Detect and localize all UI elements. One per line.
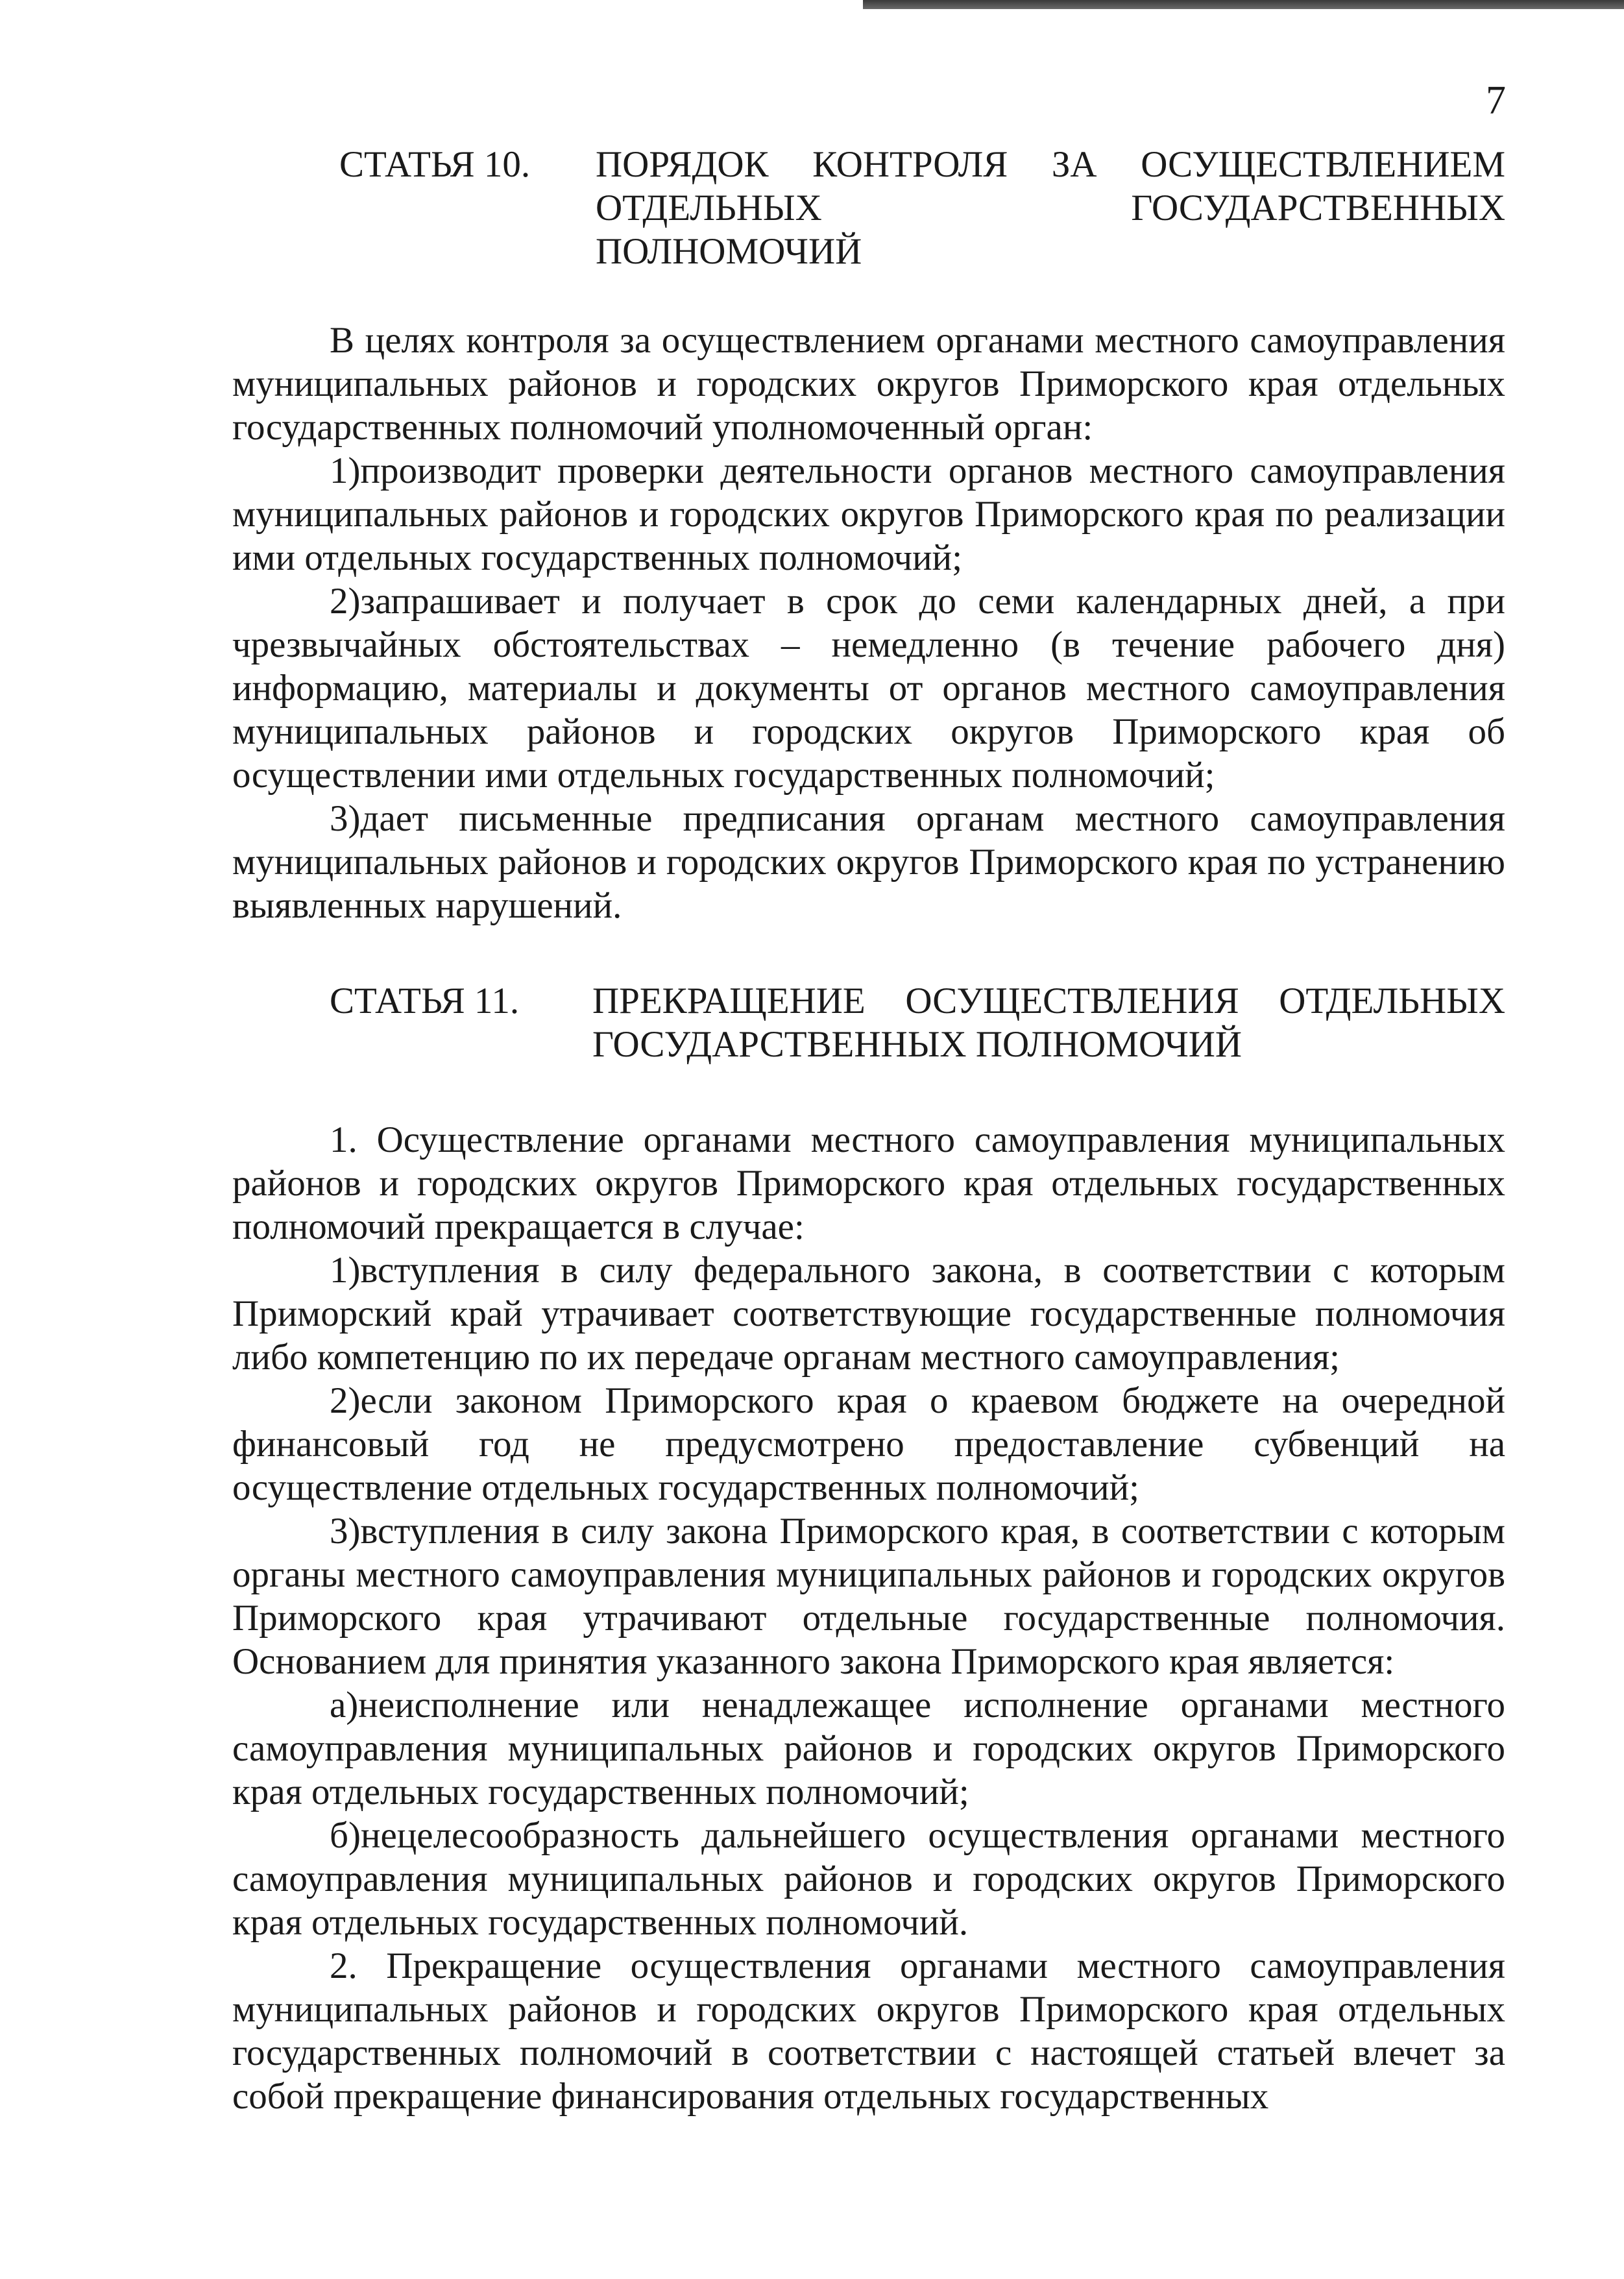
article-11-title [592, 979, 1505, 1066]
document-page [232, 143, 1505, 2118]
article-10-paragraph-intro: В целях контроля за осуществлением органами местного самоуправления муниципальных районов и городских округов Приморского края отдельных государственных полномочий уполномоченный орган: [232, 320, 1505, 448]
article-10-title-line-2: ОТДЕЛЬНЫХ ГОСУДАРСТВЕННЫХ [596, 188, 1505, 228]
article-10-body [232, 319, 1505, 927]
article-11-body [232, 1118, 1505, 2118]
article-11-subitem-a: а)неисполнение или ненадлежащее исполнение органами местного самоуправления муниципальных районов и городских округов Приморского края отдельных государственных полномочий; [232, 1685, 1505, 1812]
article-11-item-1: 1)вступления в силу федерального закона, в соответствии с которым Приморский край утрачивает соответствующие государственные полномочия либо компетенцию по их передаче органам местного самоуправления; [232, 1250, 1505, 1378]
article-11-title-line-1: ПРЕКРАЩЕНИЕ ОСУЩЕСТВЛЕНИЯ ОТДЕЛЬНЫХ [592, 981, 1505, 1021]
article-11-number: СТАТЬЯ 11. [330, 981, 520, 1021]
article-10-item-1: 1)производит проверки деятельности органов местного самоуправления муниципальных районов и городских округов Приморского края по реализации ими отдельных государственных полномочий; [232, 450, 1505, 578]
article-10-title [596, 143, 1505, 273]
article-10-item-2: 2)запрашивает и получает в срок до семи календарных дней, а при чрезвычайных обстоятельствах – немедленно (в течение рабочего дня) информацию, материалы и документы от органов местного самоуправления муниципальных районов и городских округов Приморского края об осуществлении ими отдельных государственных полномочий; [232, 581, 1505, 796]
article-10-item-3: 3)дает письменные предписания органам местного самоуправления муниципальных районов и городских округов Приморского края по устранению выявленных нарушений. [232, 798, 1505, 926]
scan-top-edge [863, 0, 1624, 9]
article-10-title-line-3: ПОЛНОМОЧИЙ [596, 231, 862, 272]
article-10-title-line-1: ПОРЯДОК КОНТРОЛЯ ЗА ОСУЩЕСТВЛЕНИЕМ [596, 144, 1505, 185]
article-11-clause-2: 2. Прекращение осуществления органами местного самоуправления муниципальных районов и городских округов Приморского края отдельных государственных полномочий в соответствии с настоящей статьей влечет за собой прекращение финансирования отдельных государственных [232, 1945, 1505, 2117]
article-11-clause-1: 1. Осуществление органами местного самоуправления муниципальных районов и городских округов Приморского края отдельных государственных полномочий прекращается в случае: [232, 1119, 1505, 1247]
article-11-item-2: 2)если законом Приморского края о краевом бюджете на очередной финансовый год не предусмотрено предоставление субвенций на осуществление отдельных государственных полномочий; [232, 1380, 1505, 1508]
article-11-title-line-2: ГОСУДАРСТВЕННЫХ ПОЛНОМОЧИЙ [592, 1024, 1242, 1065]
article-11-subitem-b: б)нецелесообразность дальнейшего осуществления органами местного самоуправления муниципальных районов и городских округов Приморского края отдельных государственных полномочий. [232, 1815, 1505, 1943]
page-number: 7 [1486, 79, 1506, 123]
article-11-heading [232, 979, 1505, 1066]
article-11-item-3: 3)вступления в силу закона Приморского края, в соответствии с которым органы местного самоуправления муниципальных районов и городских округов Приморского края утрачивают отдельные государственные полномочия. Основанием для принятия указанного закона Приморского края является: [232, 1511, 1505, 1682]
article-10-heading [232, 143, 1505, 273]
article-10-number: СТАТЬЯ 10. [339, 144, 531, 185]
